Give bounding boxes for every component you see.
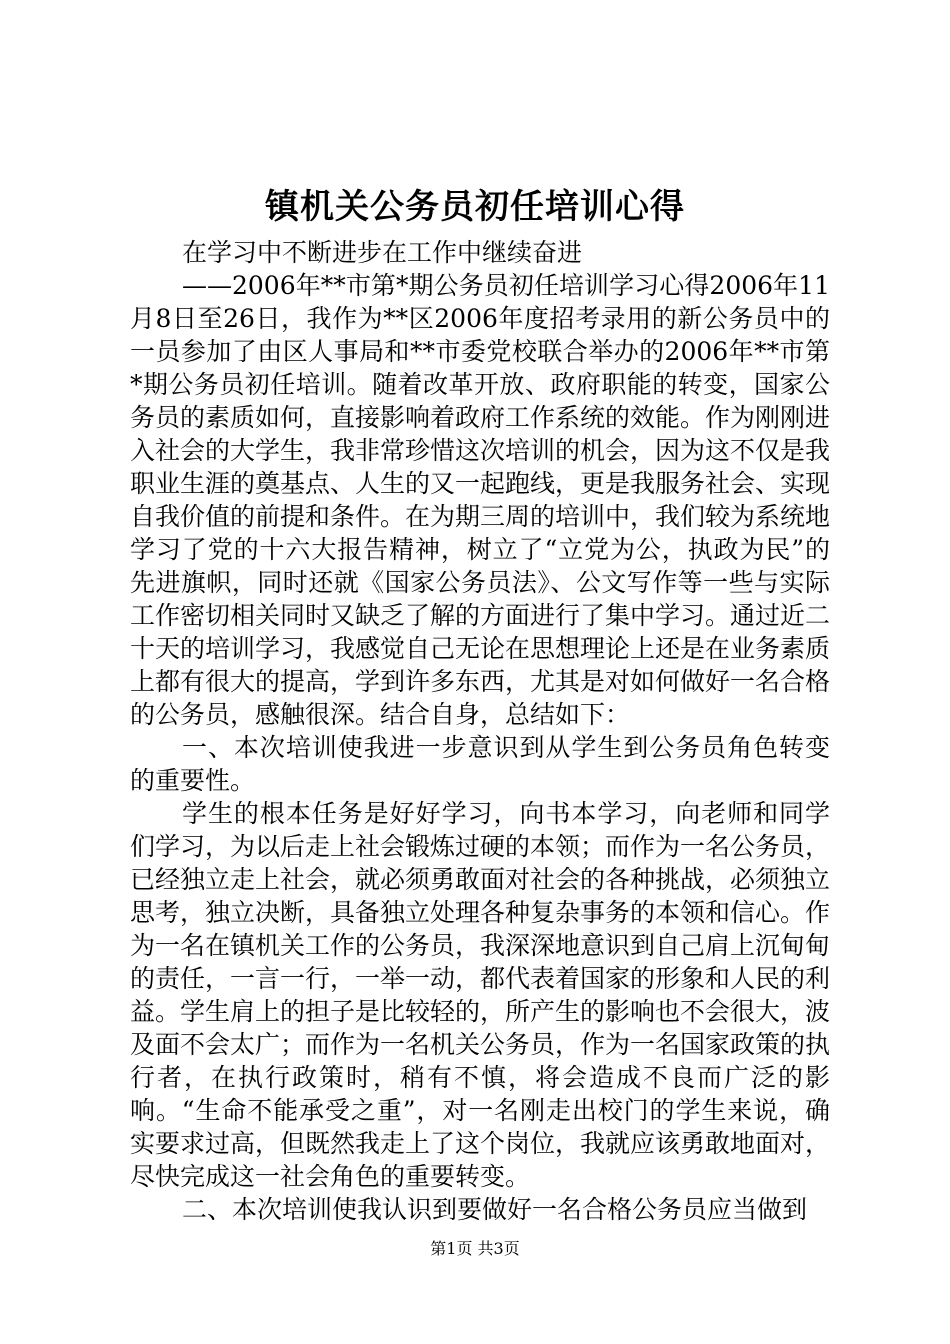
page-footer: 第1页 共3页	[430, 1239, 520, 1258]
section-two-heading: 二、本次培训使我认识到要做好一名合格公务员应当做到	[182, 1195, 808, 1224]
section-one-paragraph: 学生的根本任务是好好学习，向书本学习，向老师和同学们学习，为以后走上社会锻炼过硬的本领；而作为一名公务员，已经独立走上社会，就必须勇敢面对社会的各种挑战，必须独立思考，独立决断，具备独立处理各种复杂事务的本领和信心。作为一名在镇机关工作的公务员，我深深地意识到自己肩上沉甸甸的责任，一言一行，一举一动，都代表着国家的形象和人民的利益。学生肩上的担子是比较轻的，所产生的影响也不会很大，波及面不会太广；而作为一名机关公务员，作为一名国家政策的执行者，在执行政策时，稍有不慎，将会造成不良而广泛的影响。“生命不能承受之重”，对一名刚走出校门的学生来说，确实要求过高，但既然我走上了这个岗位，我就应该勇敢地面对，尽快完成这一社会角色的重要转变。	[130, 799, 831, 1191]
intro-paragraph: ——2006年**市第*期公务员初任培训学习心得2006年11月8日至26日，我作为**区2006年度招考录用的新公务员中的一员参加了由区人事局和**市委党校联合举办的2006年**市第*期公务员初任培训。随着改革开放、政府职能的转变，国家公务员的素质如何，直接影响着政府工作系统的效能。作为刚刚进入社会的大学生，我非常珍惜这次培训的机会，因为这不仅是我职业生涯的奠基点、人生的又一起跑线，更是我服务社会、实现自我价值的前提和条件。在为期三周的培训中，我们较为系统地学习了党的十六大报告精神，树立了“立党为公，执政为民”的先进旗帜，同时还就《国家公务员法》、公文写作等一些与实际工作密切相关同时又缺乏了解的方面进行了集中学习。通过近二十天的培训学习，我感觉自己无论在思想理论上还是在业务素质上都有很大的提高，学到许多东西，尤其是对如何做好一名合格的公务员，感触很深。结合自身，总结如下：	[130, 271, 831, 729]
document-title: 镇机关公务员初任培训心得	[265, 187, 685, 227]
document-body	[130, 236, 830, 1226]
section-one-heading: 一、本次培训使我进一步意识到从学生到公务员角色转变的重要性。	[130, 733, 830, 795]
subtitle-paragraph: 在学习中不断进步在工作中继续奋进	[182, 238, 583, 267]
